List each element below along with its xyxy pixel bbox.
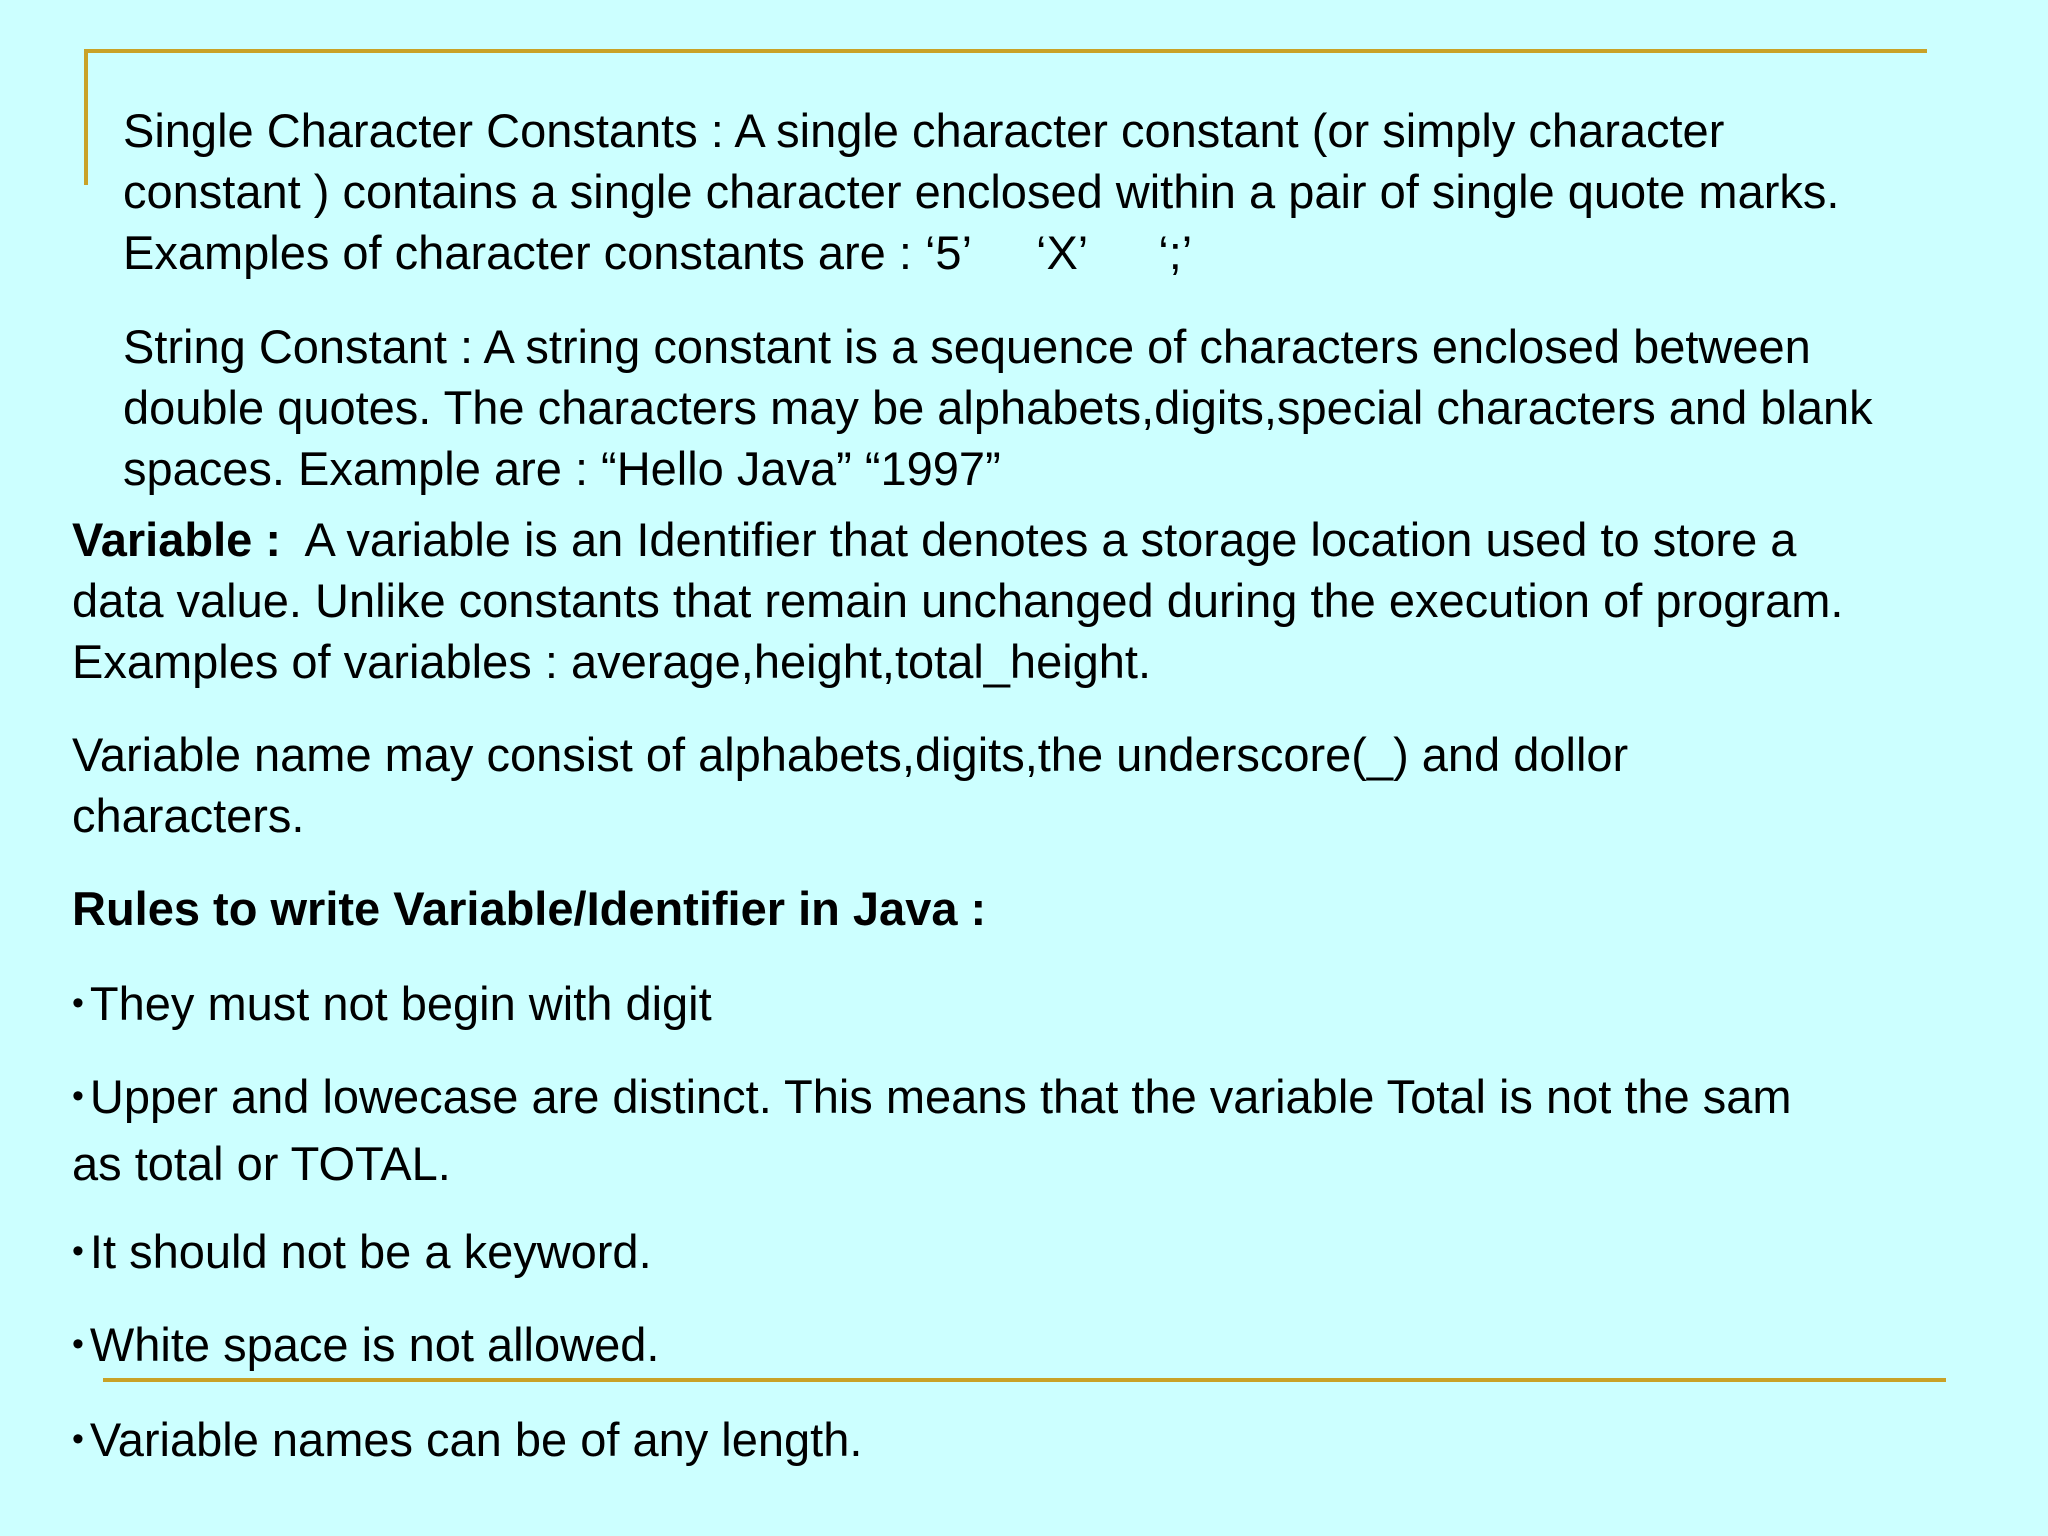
character-example-x: ‘X’	[1036, 226, 1089, 279]
rule-item-5	[72, 1409, 862, 1476]
paragraph-line: spaces. Example are : “Hello Java” “1997”	[123, 442, 1001, 495]
bullet-icon: •	[72, 1325, 84, 1363]
paragraph-line: Variable name may consist of alphabets,digits,the underscore(_) and dollor	[72, 728, 1629, 781]
string-constant-paragraph	[123, 316, 1873, 499]
paragraph-line	[123, 222, 1839, 283]
left-accent-rule	[84, 49, 88, 185]
paragraph-line	[72, 1221, 652, 1288]
paragraph-line	[72, 509, 1843, 570]
top-accent-rule	[84, 49, 1927, 53]
rule-text: It should not be a keyword.	[89, 1225, 652, 1278]
rule-text: They must not begin with digit	[89, 977, 712, 1030]
variable-name-paragraph	[72, 724, 1628, 846]
paragraph-line: data value. Unlike constants that remain unchanged during the execution of program.	[72, 574, 1844, 627]
paragraph-line: double quotes. The characters may be alphabets,digits,special characters and blank	[123, 381, 1873, 434]
variable-paragraph	[72, 509, 1843, 692]
variable-definition-text: A variable is an Identifier that denotes a storage location used to store a	[281, 513, 1797, 566]
paragraph-line	[72, 973, 712, 1040]
rule-item-1	[72, 973, 712, 1040]
paragraph-line	[72, 1409, 862, 1476]
bullet-icon: •	[72, 1077, 84, 1115]
paragraph-line: Single Character Constants : A single character constant (or simply character	[123, 104, 1725, 157]
paragraph-line	[72, 1066, 1792, 1133]
rule-item-4	[72, 1314, 659, 1381]
rule-item-3	[72, 1221, 652, 1288]
character-examples-text: Examples of character constants are : ‘5’	[123, 226, 973, 279]
bullet-icon: •	[72, 984, 84, 1022]
paragraph-line: Examples of variables : average,height,total_height.	[72, 635, 1152, 688]
character-example-semicolon: ‘;’	[1158, 226, 1193, 279]
bullet-icon: •	[72, 1420, 84, 1458]
paragraph-line	[72, 1314, 659, 1381]
paragraph-line: characters.	[72, 789, 305, 842]
paragraph-line: String Constant : A string constant is a sequence of characters enclosed between	[123, 320, 1811, 373]
rule-text: White space is not allowed.	[89, 1318, 660, 1371]
rule-item-2	[72, 1066, 1792, 1194]
rule-text: Upper and lowecase are distinct. This means that the variable Total is not the sam	[89, 1070, 1792, 1123]
single-character-constants-paragraph	[123, 100, 1839, 283]
rules-heading: Rules to write Variable/Identifier in Java :	[72, 882, 987, 935]
paragraph-line: constant ) contains a single character enclosed within a pair of single quote marks.	[123, 165, 1840, 218]
rule-text: Variable names can be of any length.	[89, 1413, 863, 1466]
bullet-icon: •	[72, 1232, 84, 1270]
variable-label: Variable :	[72, 513, 281, 566]
paragraph-line: as total or TOTAL.	[72, 1137, 451, 1190]
